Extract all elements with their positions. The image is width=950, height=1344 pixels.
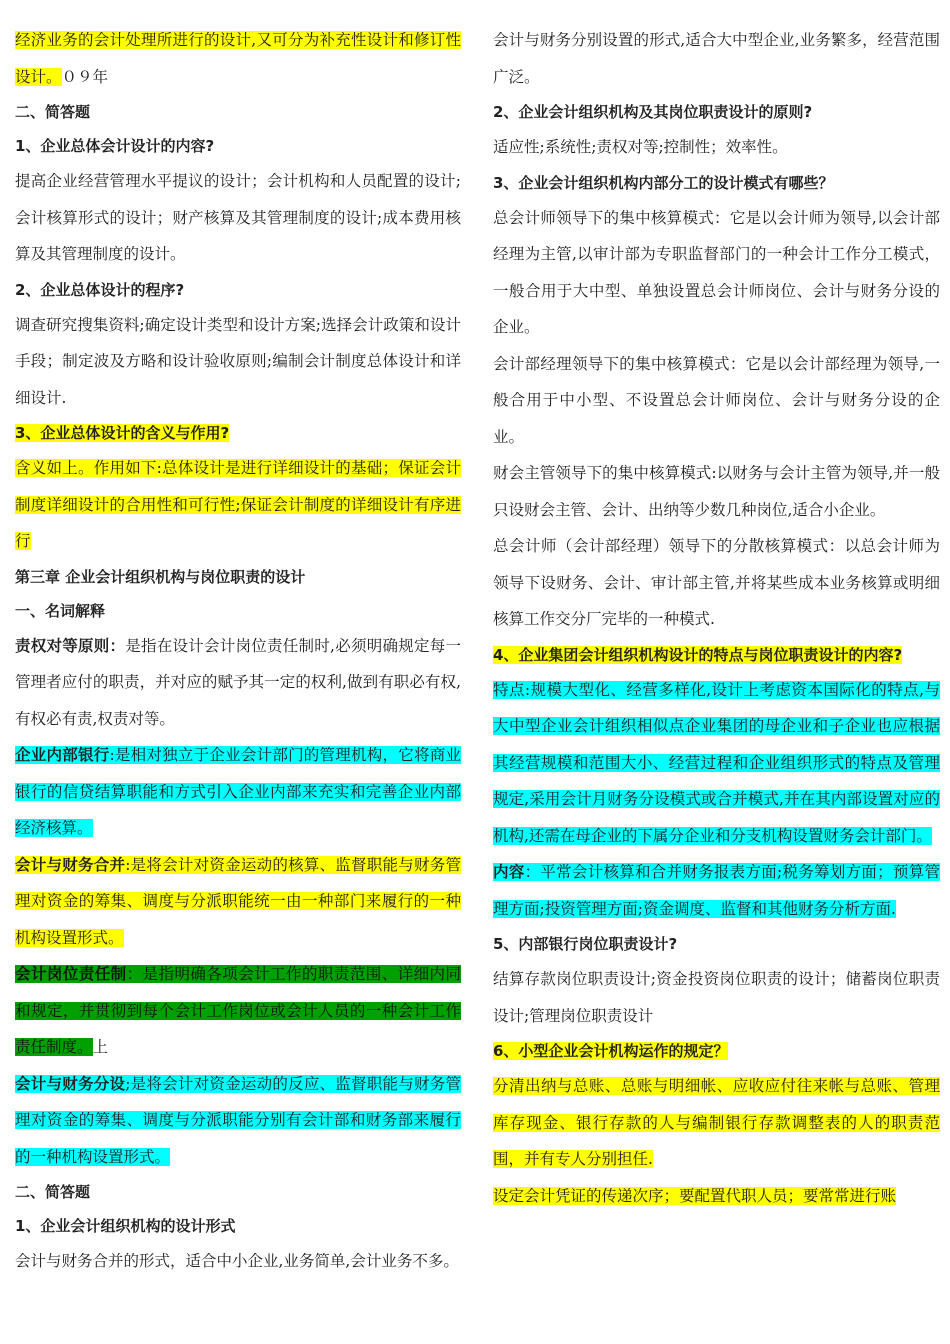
- answer-paragraph: 会计与财务合并的形式，适合中小企业,业务简单,会计业务不多。: [15, 1252, 459, 1270]
- answer-paragraph: 调查研究搜集资料;确定设计类型和设计方案;选择会计政策和设计手段；制定波及方略和设计验收原则;编制会计制度总体设计和详细设计.: [15, 315, 461, 407]
- question-heading: 3、企业会计组织机构内部分工的设计模式有哪些？: [493, 173, 834, 192]
- highlighted-text: 经济业务的会计处理所进行的设计,又可分为补充性设计和修订性设计。: [15, 31, 461, 86]
- highlighted-text: 设定会计凭证的传递次序；要配置代职人员；要常常进行账: [493, 1186, 897, 1205]
- highlighted-heading: 6、小型企业会计机构运作的规定？: [493, 1042, 729, 1060]
- answer-paragraph: [493, 1068, 940, 1178]
- highlighted-heading: 4、企业集团会计组织机构设计的特点与岗位职责设计的内容?: [493, 645, 903, 664]
- answer-paragraph: 总会计师领导下的集中核算模式：它是以会计师为领导,以会计部经理为主管,以审计部为专职监督部门的一种会计工作分工模式，一般合用于大中型、单独设置总会计师岗位、会计与财务分设的企业。: [493, 208, 940, 336]
- highlighted-text: 分清出纳与总账、总账与明细帐、应收应付往来帐与总账、管理库存现金、银行存款的人与编制银行存款调整表的人的职责范围，并有专人分别担任.: [493, 1077, 940, 1168]
- definition: :是将会计对资金运动的核算、监督职能与财务管理对资金的筹集、调度与分派职能统一由一种部门来履行的一种机构设置形式。: [15, 855, 461, 947]
- question-heading: 1、企业总体会计设计的内容?: [15, 137, 215, 155]
- definition-paragraph: [15, 628, 461, 738]
- answer-paragraph: 会计与财务分别设置的形式,适合大中型企业,业务繁多，经营范围广泛。: [493, 31, 940, 86]
- paragraph: [15, 22, 461, 95]
- answer-paragraph: 提高企业经营管理水平提议的设计；会计机构和人员配置的设计;会计核算形式的设计；财产核算及其管理制度的设计;成本费用核算及其管理制度的设计。: [15, 172, 461, 263]
- term: 会计与财务合并: [15, 855, 126, 874]
- highlighted-text: ：平常会计核算和合并财务报表方面;税务筹划方面；预算管理方面;投资管理方面;资金调度、监督和其他财务分析方面.: [493, 863, 940, 918]
- term: 内容: [493, 863, 525, 881]
- left-column: [15, 22, 461, 1280]
- answer-paragraph: 适应性;系统性;责权对等;控制性；效率性。: [493, 138, 788, 156]
- highlighted-text: 特点:规模大型化、经营多样化,设计上考虑资本国际化的特点,与大中型企业会计组织相似点企业集团的母企业和子企业也应根据其经营规模和范围大小、经营过程和企业组织形式的特点及管理规定,采用会计月财务分设模式或合并模式,并在其内部设置对应的机构,还需在母企业的下属分企业和分支机构设置财务会计部门。: [493, 680, 940, 845]
- term: 责权对等原则：: [15, 636, 126, 655]
- question-heading: [493, 638, 940, 672]
- question-heading: [15, 416, 461, 450]
- section-heading: 二、简答题: [15, 1183, 91, 1201]
- definition: :是相对独立于企业会计部门的管理机构，它将商业银行的信贷结算职能和方式引入企业内部来充实和完善企业内部经济核算。: [15, 746, 461, 837]
- text-tail: 上: [92, 1038, 109, 1056]
- definition: ;是将会计对资金运动的反应、监督职能与财务管理对资金的筹集、调度与分派职能分别有会计部和财务部来履行的一种机构设置形式。: [15, 1074, 461, 1166]
- answer-paragraph: 财会主管领导下的集中核算模式:以财务与会计主管为领导,并一般只设财会主管、会计、出纳等少数几种岗位,适合小企业。: [493, 464, 940, 519]
- text-tail: ０９年: [61, 67, 109, 86]
- definition: ：是指明确各项会计工作的职责范围、详细内同和规定，并贯彻到每个会计工作岗位或会计人员的一种会计工作责任制度。: [15, 965, 461, 1056]
- definition: 是指在设计会计岗位责任制时,必须明确规定每一管理者应付的职责，并对应的赋予其一定的权利,做到有职必有权,有权必有责,权责对等。: [15, 636, 461, 728]
- answer-paragraph: 总会计师（会计部经理）领导下的分散核算模式：以总会计师为领导下设财务、会计、审计部主管,并将某些成本业务核算或明细核算工作交分厂完毕的一种模式.: [493, 537, 940, 628]
- definition-paragraph: [15, 1066, 461, 1176]
- definition-paragraph: [15, 847, 461, 957]
- question-heading: 2、企业总体设计的程序?: [15, 280, 185, 299]
- chapter-title: 第三章 企业会计组织机构与岗位职责的设计: [15, 567, 306, 586]
- answer-paragraph: 结算存款岗位职责设计;资金投资岗位职责的设计；储蓄岗位职责设计;管理岗位职责设计: [493, 970, 940, 1025]
- section-heading: 二、简答题: [15, 103, 91, 121]
- section-heading: 一、名词解释: [15, 601, 106, 620]
- answer-paragraph: [15, 450, 461, 560]
- right-column: [493, 22, 940, 1214]
- term: 会计与财务分设: [15, 1074, 126, 1093]
- question-heading: 1、企业会计组织机构的设计形式: [15, 1217, 236, 1235]
- definition-paragraph: [15, 956, 461, 1066]
- question-heading: [493, 1034, 940, 1068]
- answer-paragraph: [493, 672, 940, 855]
- question-heading: 2、企业会计组织机构及其岗位职责设计的原则?: [493, 103, 813, 121]
- term: 会计岗位责任制: [15, 965, 127, 983]
- highlighted-heading: 3、企业总体设计的含义与作用?: [15, 424, 230, 442]
- answer-paragraph: [493, 1178, 940, 1215]
- term: 企业内部银行: [15, 746, 110, 764]
- answer-paragraph: [493, 854, 940, 927]
- definition-paragraph: [15, 737, 461, 847]
- answer-paragraph: 会计部经理领导下的集中核算模式：它是以会计部经理为领导,一般合用于中小型、不设置总会计师岗位、会计与财务分设的企业。: [493, 354, 940, 446]
- question-heading: 5、内部银行岗位职责设计?: [493, 935, 678, 953]
- highlighted-text: 含义如上。作用如下:总体设计是进行详细设计的基础；保证会计制度详细设计的合用性和可行性;保证会计制度的详细设计有序进行: [15, 459, 461, 550]
